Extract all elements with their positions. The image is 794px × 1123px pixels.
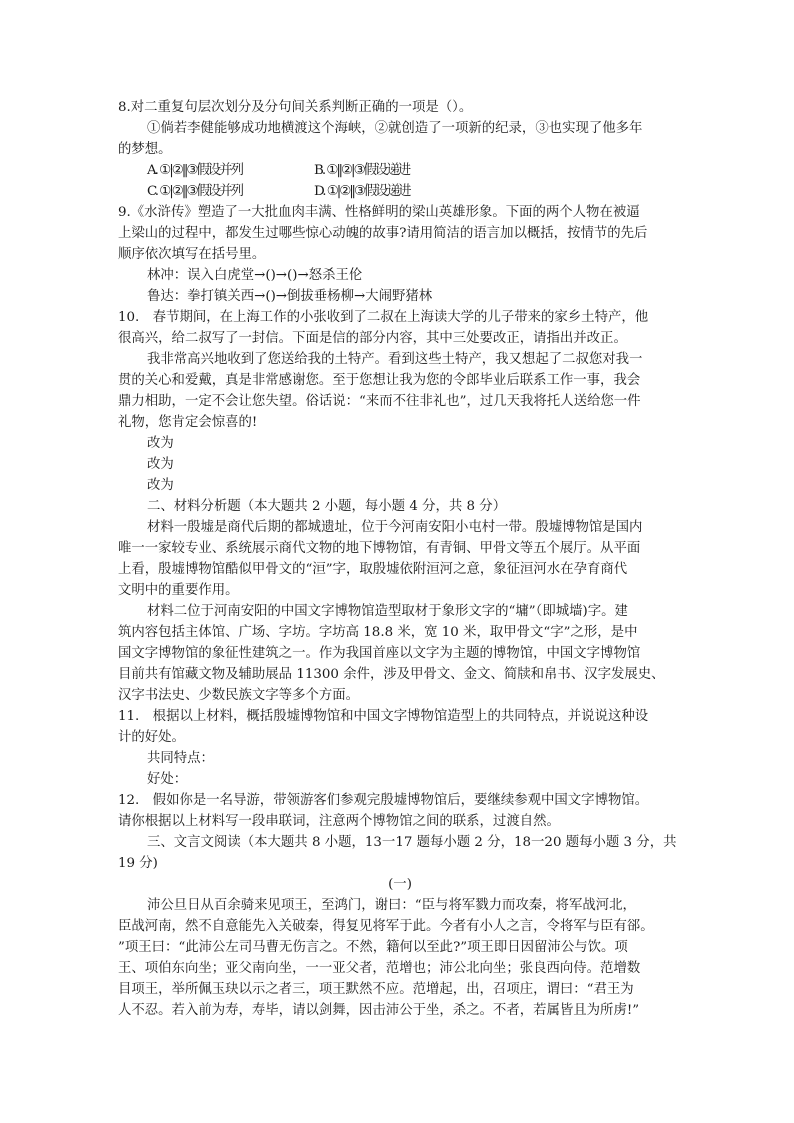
material-2-line4: 目前共有馆藏文物及辅助展品 11300 余件，涉及甲骨文、金文、简牍和帛书、汉字发展史、 bbox=[118, 667, 665, 682]
question-12-stem-line2: 请你根据以上材料写一段串联词，注意两个博物馆之间的联系，过渡自然。 bbox=[118, 814, 560, 829]
classical-passage-line2: 臣战河南，然不自意能先入关破秦，得复见将军于此。今者有小人之言，令将军与臣有郤。 bbox=[118, 919, 654, 934]
question-8-sentence: ①倘若李健能够成功地横渡这个海峡，②就创造了一项新的纪录，③也实现了他多年 bbox=[147, 121, 643, 136]
material-2-line2: 筑内容包括主体馆、广场、字坊。字坊高 18.8 米，宽 10 米，取甲骨文“字”之形，是中 bbox=[118, 625, 638, 640]
material-1-line4: 文明中的重要作用。 bbox=[118, 583, 239, 598]
question-8-sentence-end: 的梦想。 bbox=[118, 142, 172, 157]
classical-passage-line6: 人不忍。若入前为寿，寿毕，请以剑舞，因击沛公于坐，杀之。不者，若属皆且为所虏!” bbox=[118, 1003, 640, 1018]
question-9-stem: 9.《水浒传》塑造了一大批血肉丰满、性格鲜明的梁山英雄形象。下面的两个人物在被逼 bbox=[118, 205, 640, 220]
section-3-heading: 三、文言文阅读（本大题共 8 小题，13一17 题每小题 2 分，18一20 题每小题 3 分，共 bbox=[147, 835, 677, 850]
letter-paragraph-line4: 礼物，您肯定会惊喜的! bbox=[118, 415, 258, 430]
classical-passage-line3: ”项王曰：“此沛公左司马曹无伤言之。不然，籍何以至此?”项王即日因留沛公与饮。项 bbox=[118, 940, 628, 955]
question-11-stem-line2: 计的好处。 bbox=[118, 730, 185, 745]
passage-1-marker: (一) bbox=[388, 877, 412, 892]
correction-line-2: 改为 bbox=[147, 457, 174, 472]
material-2: 材料二位于河南安阳的中国文字博物馆造型取材于象形文字的“墉”（即城墙)字。建 bbox=[147, 604, 628, 619]
question-12-stem: 12. 假如你是一名导游，带领游客们参观完殷墟博物馆后，要继续参观中国文字博物馆。 bbox=[118, 793, 649, 808]
material-1-line2: 唯一一家较专业、系统展示商代文物的地下博物馆，有青铜、甲骨文等五个展厅。从平面 bbox=[118, 541, 641, 556]
option-a: A. ①|②‖③假设并列 bbox=[147, 163, 242, 178]
material-2-line3: 国文字博物馆的象征性建筑之一。作为我国首座以文字为主题的博物馆，中国文字博物馆 bbox=[118, 646, 641, 661]
question-11-stem: 11. 根据以上材料，概括殷墟博物馆和中国文字博物馆造型上的共同特点，并说说这种设 bbox=[118, 709, 649, 724]
lin-chong-sequence: 林冲：误入白虎堂→()→()→怒杀王伦 bbox=[147, 268, 363, 283]
classical-passage-line5: 目项王，举所佩玉玦以示之者三，项王默然不应。范增起，出，召项庄，谓曰：“君王为 bbox=[118, 982, 634, 997]
option-d: D. ①|②‖③假设递进 bbox=[314, 184, 410, 199]
common-features-label: 共同特点： bbox=[147, 751, 214, 766]
correction-line-3: 改为 bbox=[147, 478, 174, 493]
letter-paragraph-line3: 鼎力相助，一定不会让您失望。俗话说：“来而不往非礼也”，过几天我将托人送给您一件 bbox=[118, 394, 641, 409]
option-b: B. ①‖②|③假设递进 bbox=[314, 163, 410, 178]
question-10-stem-line2: 很高兴，给二叔写了一封信。下面是信的部分内容，其中三处要改正，请指出并改正。 bbox=[118, 331, 627, 346]
classical-passage: 沛公旦日从百余骑来见项王，至鸿门，谢曰：“臣与将军戮力而攻秦，将军战河北， bbox=[147, 898, 636, 913]
option-c: C. ①|②‖③假设并列 bbox=[147, 184, 243, 199]
lu-da-sequence: 鲁达：拳打镇关西→()→倒拔垂杨柳→大闹野猪林 bbox=[147, 289, 433, 304]
correction-line-1: 改为 bbox=[147, 436, 174, 451]
benefits-label: 好处： bbox=[147, 772, 188, 787]
question-9-stem-line2: 上梁山的过程中，都发生过哪些惊心动魄的故事?请用简洁的语言加以概括，按情节的先后 bbox=[118, 226, 648, 241]
section-3-heading-line2: 19 分) bbox=[118, 856, 158, 871]
question-10-stem: 10. 春节期间，在上海工作的小张收到了二叔在上海读大学的儿子带来的家乡土特产，他 bbox=[118, 310, 649, 325]
question-9-stem-line3: 顺序依次填写在括号里。 bbox=[118, 247, 266, 262]
classical-passage-line4: 王、项伯东向坐；亚父南向坐，一一亚父者，范增也；沛公北向坐；张良西向侍。范增数 bbox=[118, 961, 641, 976]
material-2-line5: 汉字书法史、少数民族文字等多个方面。 bbox=[118, 688, 360, 703]
material-1-line3: 上看，殷墟博物馆酷似甲骨文的“洹”字，取殷墟依附洹河之意，象征洹河水在孕育商代 bbox=[118, 562, 628, 577]
section-2-heading: 二、材料分析题（本大题共 2 小题，每小题 4 分，共 8 分） bbox=[147, 499, 507, 514]
question-8-stem: 8.对二重复句层次划分及分句间关系判断正确的一项是（）。 bbox=[118, 100, 473, 115]
letter-paragraph: 我非常高兴地收到了您送给我的土特产。看到这些土特产，我又想起了二叔您对我一 bbox=[147, 352, 643, 367]
material-1: 材料一殷墟是商代后期的都城遗址，位于今河南安阳小屯村一带。殷墟博物馆是国内 bbox=[147, 520, 643, 535]
letter-paragraph-line2: 贯的关心和爱戴，真是非常感谢您。至于您想让我为您的令郎毕业后联系工作一事，我会 bbox=[118, 373, 641, 388]
